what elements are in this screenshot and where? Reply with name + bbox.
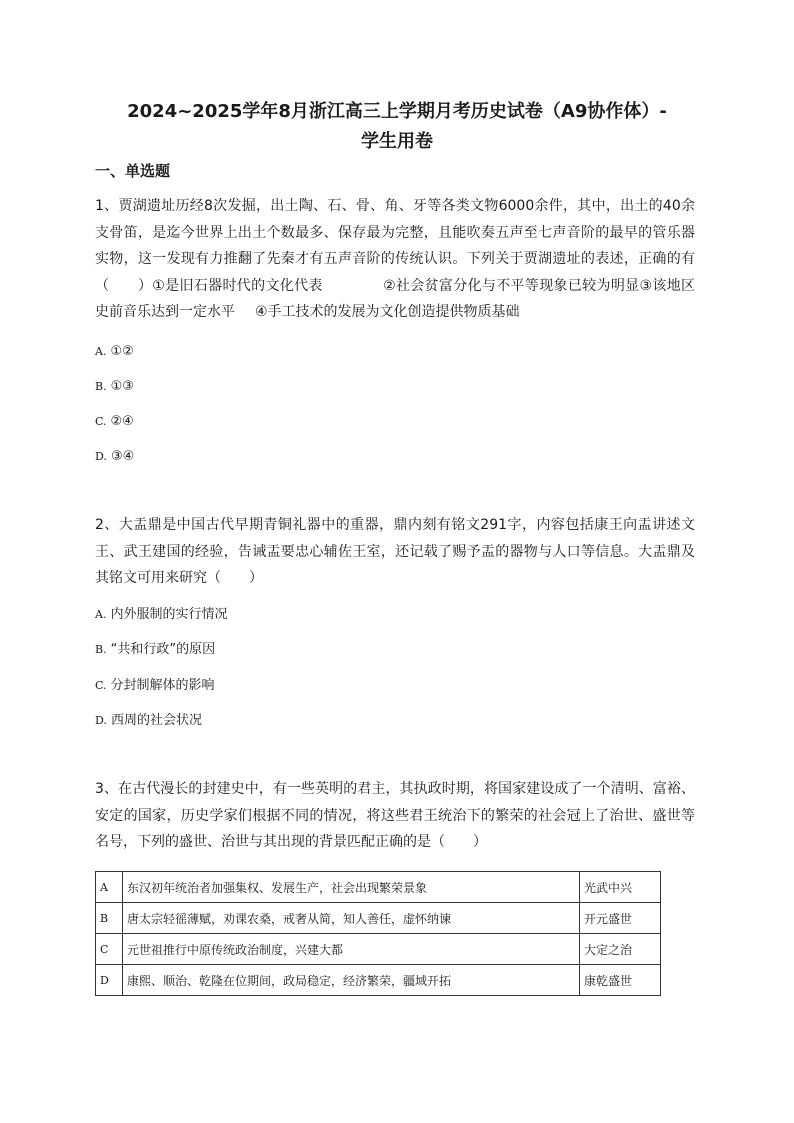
table-cell-background: 东汉初年统治者加强集权、发展生产，社会出现繁荣景象 [123, 872, 580, 903]
question-2-stem: 2、大盂鼎是中国古代早期青铜礼器中的重器，鼎内刻有铭文291字，内容包括康王向盂讲述文王、武王建国的经验，告诫盂要忠心辅佐王室，还记载了赐予盂的器物与人口等信息。大盂鼎及其铭文可用来研究（ ） [95, 517, 695, 586]
question-1-stem [95, 193, 695, 326]
question-1 [95, 193, 695, 326]
page-title [60, 97, 734, 157]
question-1-stem-part-c: ④手工技术的发展为文化创造提供物质基础 [255, 304, 520, 320]
table-cell-era: 开元盛世 [580, 903, 661, 934]
section-heading: 一、单选题 [95, 162, 171, 180]
table-row[interactable] [96, 965, 661, 996]
title-line-1: 2024~2025学年8月浙江高三上学期月考历史试卷（A9协作体）- [127, 101, 667, 122]
table-cell-background: 康熙、顺治、乾隆在位期间，政局稳定，经济繁荣，疆域开拓 [123, 965, 580, 996]
question-1-option-a[interactable]: A. ①② [95, 344, 134, 359]
answer-table [95, 871, 661, 996]
table-cell-era: 康乾盛世 [580, 965, 661, 996]
table-cell-key: A [96, 872, 123, 903]
table-cell-background: 元世祖推行中原传统政治制度，兴建大都 [123, 934, 580, 965]
title-line-2: 学生用卷 [361, 131, 433, 152]
table-row[interactable] [96, 872, 661, 903]
table-cell-key: D [96, 965, 123, 996]
table-row[interactable] [96, 934, 661, 965]
question-2-option-d[interactable]: D. 西周的社会状况 [95, 713, 202, 728]
table-cell-background: 唐太宗轻徭薄赋，劝课农桑，戒奢从简，知人善任，虚怀纳谏 [123, 903, 580, 934]
question-3 [95, 776, 695, 856]
question-1-stem-part-b: ②社会贫富分化与不平等现象已较为明显③该地区史前音乐达到一定水平 [95, 277, 695, 320]
question-2-option-a[interactable]: A. 内外服制的实行情况 [95, 607, 228, 622]
question-2-option-c[interactable]: C. 分封制解体的影响 [95, 678, 215, 693]
table-cell-key: B [96, 903, 123, 934]
question-1-option-b[interactable]: B. ①③ [95, 379, 134, 394]
table-cell-era: 大定之治 [580, 934, 661, 965]
table-row[interactable] [96, 903, 661, 934]
question-1-option-d[interactable]: D. ③④ [95, 449, 135, 464]
question-2-option-b[interactable]: B. “共和行政”的原因 [95, 642, 216, 657]
question-1-option-c[interactable]: C. ②④ [95, 414, 134, 429]
question-3-stem: 3、在古代漫长的封建史中，有一些英明的君主，其执政时期，将国家建设成了一个清明、富裕、安定的国家，历史学家们根据不同的情况，将这些君王统治下的繁荣的社会冠上了治世、盛世等名号，下列的盛世、治世与其出现的背景匹配正确的是（ ） [95, 781, 695, 850]
table-cell-key: C [96, 934, 123, 965]
table-cell-era: 光武中兴 [580, 872, 661, 903]
question-1-stem-part-a: 1、贾湖遗址历经8次发掘，出土陶、石、骨、角、牙等各类文物6000余件，其中，出土的40余支骨笛，是迄今世界上出土个数最多、保存最为完整，且能吹奏五声至七声音阶的最早的管乐器实物，这一发现有力推翻了先秦才有五声音阶的传统认识。下列关于贾湖遗址的表述，正确的有（ ）①是旧石器时代的文化代表 [95, 198, 695, 294]
question-2 [95, 512, 695, 592]
